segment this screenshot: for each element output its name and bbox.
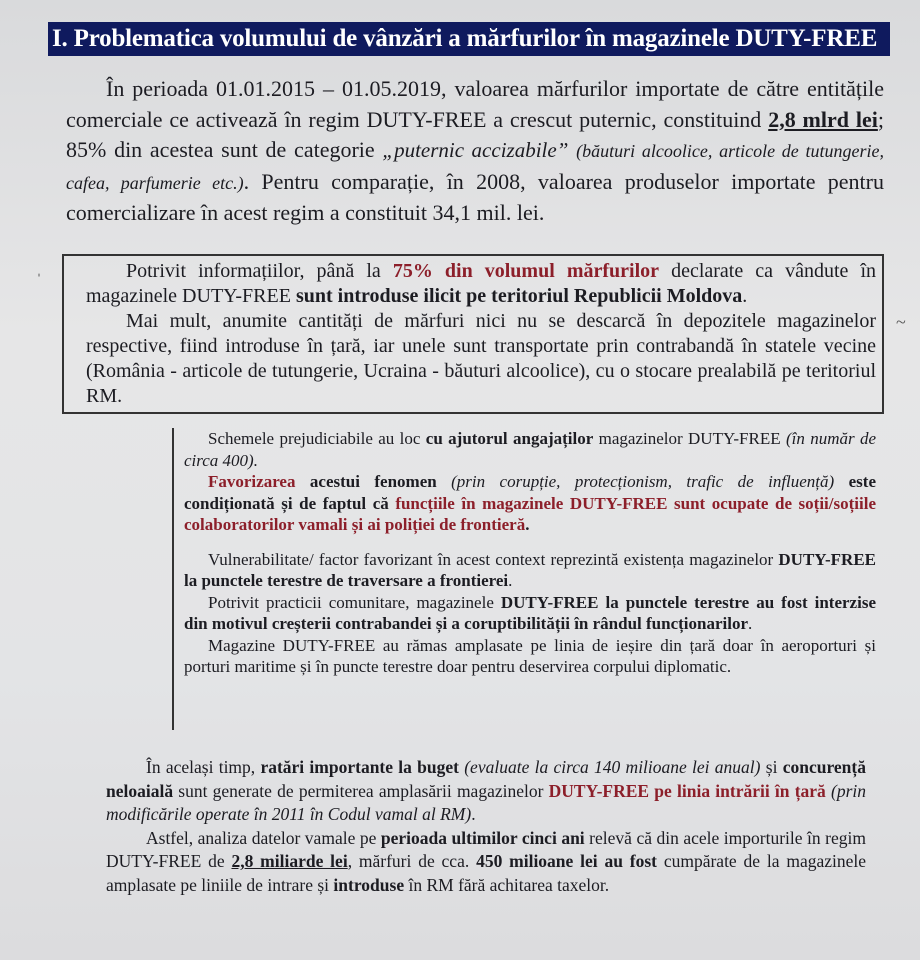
side-paragraph-3: Vulnerabilitate/ factor favorizant în acest context reprezintă existența magazinelor DUTY-FREE la punctele terestre de traversare a frontierei. [184,549,876,590]
intro-paragraph [66,74,884,229]
side-paragraph-2: Favorizarea acestui fenomen (prin corupție, protecționism, trafic de influență) este condiționată și de faptul că funcțiile în magazinele DUTY-FREE sunt ocupate de soții/soțiile colaboratorilor vamali și ai poliției de frontieră. [184,472,876,534]
margin-mark: ~ [896,312,906,332]
framed-box [62,254,884,414]
margin-mark: ˈ [36,270,42,290]
categories-note: (băuturi alcoolice, articole de tutungerie, cafea, parfumerie etc.) [66,141,885,193]
volume-highlight: 75% din volumul mărfurilor [392,260,660,282]
closing-section [106,756,866,897]
closing-paragraph-2: Astfel, analiza datelor vamale pe perioada ultimilor cinci ani relevă că din acele importurile în regim DUTY-FREE de 2,8 miliarde lei, mărfuri de cca. 450 milioane lei au fost cumpărate de la magazinele amplasate pe liniile de intrare și introduse în RM fără achitarea taxelor. [106,827,867,895]
side-paragraph-4: Potrivit practicii comunitare, magazinele DUTY-FREE la punctele terestre au fost interzise din motivul creșterii contrabandei și a coruptibilității în rândul funcționarilor. [184,592,876,633]
side-paragraph-5: Magazine DUTY-FREE au rămas amplasate pe linia de ieșire din țară doar în aeroporturi și porturi maritime și în puncte terestre doar pentru deservirea corpului diplomatic. [184,635,876,676]
intro-text-3: . Pentru comparație, în 2008, valoarea produselor importate pentru comercializare în acest regim a constituit 34,1 mil. lei. [66,168,884,225]
section-heading: I. Problematica volumului de vânzări a mărfurilor în magazinele DUTY-FREE [48,22,890,56]
illicit-highlight: sunt introduse ilicit pe teritoriul Republicii Moldova [295,285,743,307]
amount-highlight: 2,8 mlrd lei [768,106,878,132]
side-section [172,428,876,730]
intro-text-1: În perioada 01.01.2015 – 01.05.2019, valoarea mărfurilor importate de către entitățile comerciale ce activează în regim DUTY-FREE a crescut puternic, constituind [66,76,884,132]
box-paragraph-1: Potrivit informațiilor, până la 75% din volumul mărfurilor declarate ca vândute în magazinele DUTY-FREE sunt introduse ilicit pe teritoriul Republicii Moldova. [86,260,877,307]
side-paragraph-1: Schemele prejudiciabile au loc cu ajutorul angajaților magazinelor DUTY-FREE (în număr de circa 400). [184,429,876,470]
intro-text-2: ; 85% din acestea sunt de categorie [66,106,884,162]
box-paragraph-2: Mai mult, anumite cantități de mărfuri nici nu se descarcă în depozitele magazinelor respective, fiind introduse în țară, iar unele sunt transportate prin contrabandă în statele vecine (România - articole de tutungerie, Ucraina - băuturi alcoolice), cu o stocare prealabilă pe teritoriul RM. [86,310,876,407]
quote-text: „puternic accizabile” [382,138,569,162]
closing-paragraph-1: În același timp, ratări importante la buget (evaluate la circa 140 milioane lei anual) și concurență neloaială sunt generate de permiterea amplasării magazinelor DUTY-FREE pe linia intrării în țară (prin modificările operate în 2011 în Codul vamal al RM). [106,757,866,824]
